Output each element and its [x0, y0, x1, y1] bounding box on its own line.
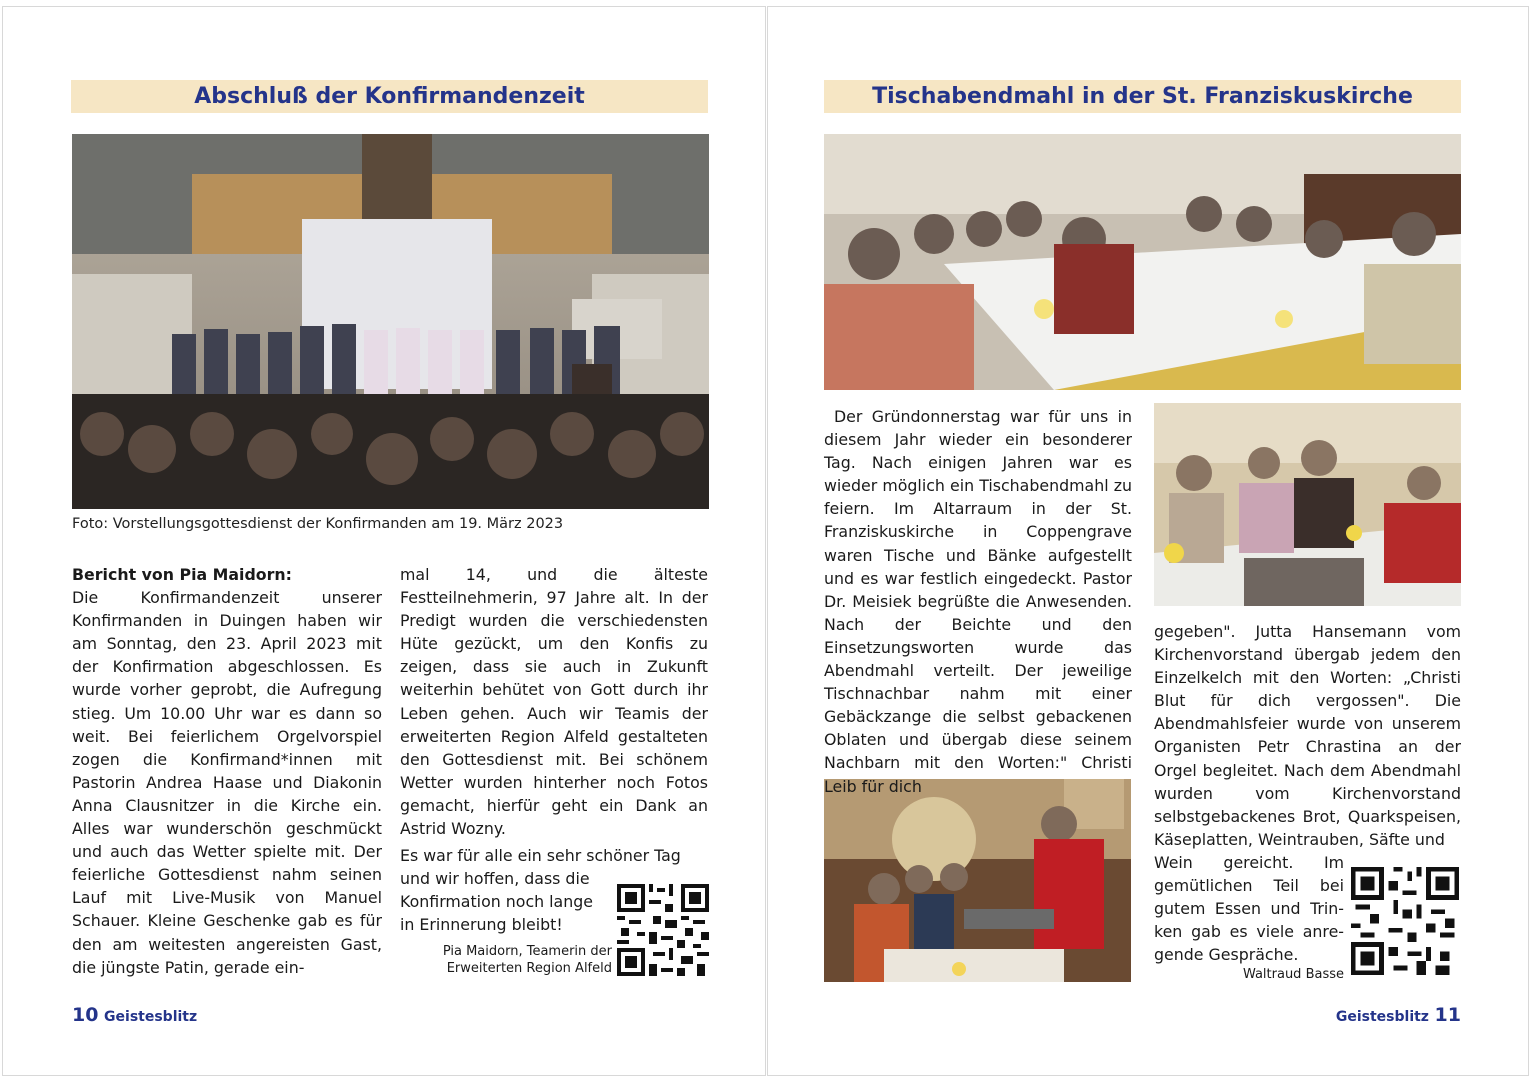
left-page-footer	[72, 1004, 197, 1026]
magazine-name-left: Geistesblitz	[104, 1009, 198, 1025]
right-tail-line-1: Wein gereicht. Im	[1154, 852, 1344, 872]
right-page	[767, 6, 1529, 1076]
right-col1-text: Der Gründonnerstag war für uns in diesem Jahr wieder ein besonderer Tag. Nach einigen Jahren war es wieder möglich ein Tischabendmahl zu feiern. Im Altarraum in der St. Franziskuskirche in Coppengrave waren Tische und Bänke aufgestellt und es war festlich eingedeckt. Pastor Dr. Meisiek begrüßte die Anwesenden. Nach der Beichte und den Einsetzungsworten wurde das Abendmahl verteilt. Der jeweilige Tischnachbar nahm mit einer Gebäckzange die selbst gebackenen Oblaten und übergab diese seinem Nachbarn mit den Worten:" Christi Leib für dich	[824, 407, 1132, 796]
photo-caption: Foto: Vorstellungsgottesdienst der Konfirmanden am 19. März 2023	[72, 516, 564, 532]
communion-table-photo-2	[1154, 403, 1461, 606]
right-article-body-col2: gegeben". Jutta Hansemann vom Kirchenvorstand übergab jedem den Einzelkelch mit den Worten: „Christi Blut für dich vergossen". Die Abendmahlsfeier wurde von unserem Organisten Petr Chrastina an der Orgel begleitet. Nach dem Abendmahl wurden vom Kirchenvorstand selbstgebackenes Brot, Quarkspeisen, Käseplatten, Weintrauben, Säfte und	[1154, 622, 1461, 849]
closing-line-3: in Erinnerung bleibt!	[400, 915, 563, 935]
left-article-column-1	[72, 563, 382, 979]
left-page	[2, 6, 766, 1076]
right-page-footer	[1336, 1004, 1461, 1026]
right-page-title: Tischabendmahl in der St. Franziskuskirche	[824, 80, 1461, 113]
page-number-right: 11	[1434, 1004, 1461, 1026]
right-tail-line-3: gutem Essen und Trin-	[1154, 899, 1344, 919]
article-body-col2: mal 14, und die älteste Festteilnehmerin, 97 Jahre alt. In der Predigt wurden die verschiedensten Hüte gezückt, um den Konfis zu zeigen, dass sie auch in Zukunft weiterhin behütet von Gott durch ihr Leben gehen. Auch wir Teamis der erweiterten Region Alfeld gestalteten den Gottesdienst mit. Bei schönem Wetter wurden hinterher noch Fotos gemacht, hierfür geht ein Dank an Astrid Wozny.	[400, 565, 708, 839]
right-article-body-col1	[824, 405, 1132, 798]
page-number-left: 10	[72, 1004, 99, 1026]
right-article-column-1	[824, 405, 1132, 798]
magazine-name-right: Geistesblitz	[1335, 1009, 1429, 1025]
communion-serving-photo	[824, 779, 1131, 982]
communion-table-photo-main	[824, 134, 1461, 390]
left-page-title: Abschluß der Konfirmandenzeit	[71, 80, 708, 113]
article-heading: Bericht von Pia Maidorn:	[72, 565, 292, 584]
right-tail-line-4: ken gab es viele anre-	[1154, 922, 1344, 942]
confirmation-service-photo	[72, 134, 709, 509]
signature-line-1: Pia Maidorn, Teamerin der	[442, 943, 612, 959]
closing-line-1: Es war für alle ein sehr schöner Tag und wir hoffen, dass die	[400, 846, 681, 889]
right-tail-line-5: gende Gespräche.	[1154, 945, 1299, 965]
right-tail-line-2: gemütlichen Teil bei	[1154, 876, 1344, 896]
signature-line-2: Erweiterten Region Alfeld	[446, 960, 612, 976]
qr-code-left[interactable]	[617, 884, 709, 976]
closing-line-2: Konfirmation noch lange	[400, 892, 593, 912]
right-signature: Waltraud Basse	[1242, 967, 1344, 983]
qr-code-right[interactable]	[1351, 867, 1459, 975]
article-body-col1: Die Konfirmandenzeit unserer Konfirmanden in Duingen haben wir am Sonntag, den 23. April 2023 mit der Konfirmation abgeschlossen. Es wurde vorher geprobt, die Aufregung stieg. Um 10.00 Uhr war es dann so weit. Bei feierlichem Orgelvorspiel zogen die Konfirmand*innen mit Pastorin Andrea Haase und Diakonin Anna Clausnitzer in die Kirche ein. Alles war wunderschön geschmückt und auch das Wetter spielte mit. Der feierliche Gottesdienst nahm seinen Lauf mit Live-Musik von Manuel Schauer. Kleine Geschenke gab es für den am weitesten angereisten Gast, die jüngste Patin, gerade ein-	[72, 588, 382, 977]
